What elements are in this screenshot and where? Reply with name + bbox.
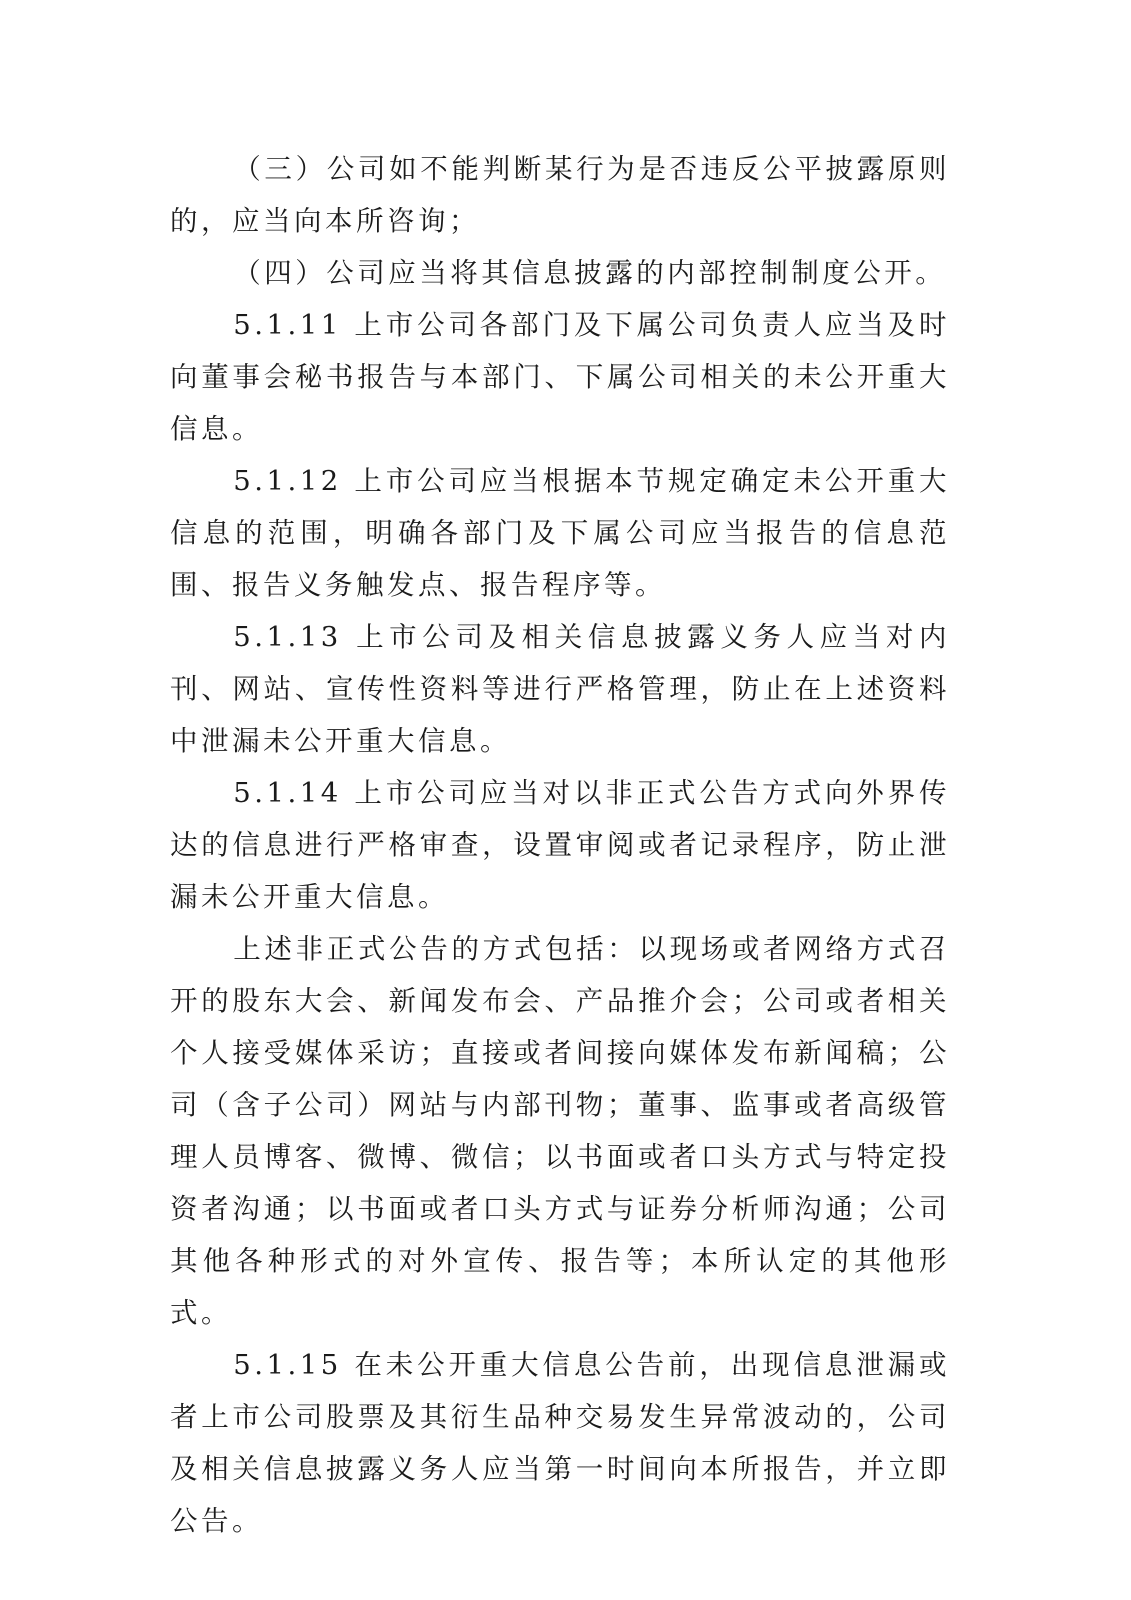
paragraph-5-1-15: 5.1.15 在未公开重大信息公告前，出现信息泄漏或者上市公司股票及其衍生品种交易发生异常波动的，公司及相关信息披露义务人应当第一时间向本所报告，并立即公告。: [170, 1349, 950, 1537]
paragraph-5-1-13: 5.1.13 上市公司及相关信息披露义务人应当对内刊、网站、宣传性资料等进行严格管理，防止在上述资料中泄漏未公开重大信息。: [170, 621, 950, 757]
paragraph-informal-announcements: 上述非正式公告的方式包括：以现场或者网络方式召开的股东大会、新闻发布会、产品推介会；公司或者相关个人接受媒体采访；直接或者间接向媒体发布新闻稿；公司（含子公司）网站与内部刊物；董事、监事或者高级管理人员博客、微博、微信；以书面或者口头方式与特定投资者沟通；以书面或者口头方式与证券分析师沟通；公司其他各种形式的对外宣传、报告等；本所认定的其他形式。: [170, 933, 950, 1329]
paragraph-item-3: （三）公司如不能判断某行为是否违反公平披露原则的，应当向本所咨询；: [170, 153, 950, 237]
document-body: [170, 143, 950, 1547]
paragraph-5-1-11: 5.1.11 上市公司各部门及下属公司负责人应当及时向董事会秘书报告与本部门、下属公司相关的未公开重大信息。: [170, 309, 950, 445]
paragraph-5-1-12: 5.1.12 上市公司应当根据本节规定确定未公开重大信息的范围，明确各部门及下属公司应当报告的信息范围、报告义务触发点、报告程序等。: [170, 465, 950, 601]
paragraph-item-4: （四）公司应当将其信息披露的内部控制制度公开。: [233, 257, 947, 289]
paragraph-5-1-14: 5.1.14 上市公司应当对以非正式公告方式向外界传达的信息进行严格审查，设置审阅或者记录程序，防止泄漏未公开重大信息。: [170, 777, 950, 913]
